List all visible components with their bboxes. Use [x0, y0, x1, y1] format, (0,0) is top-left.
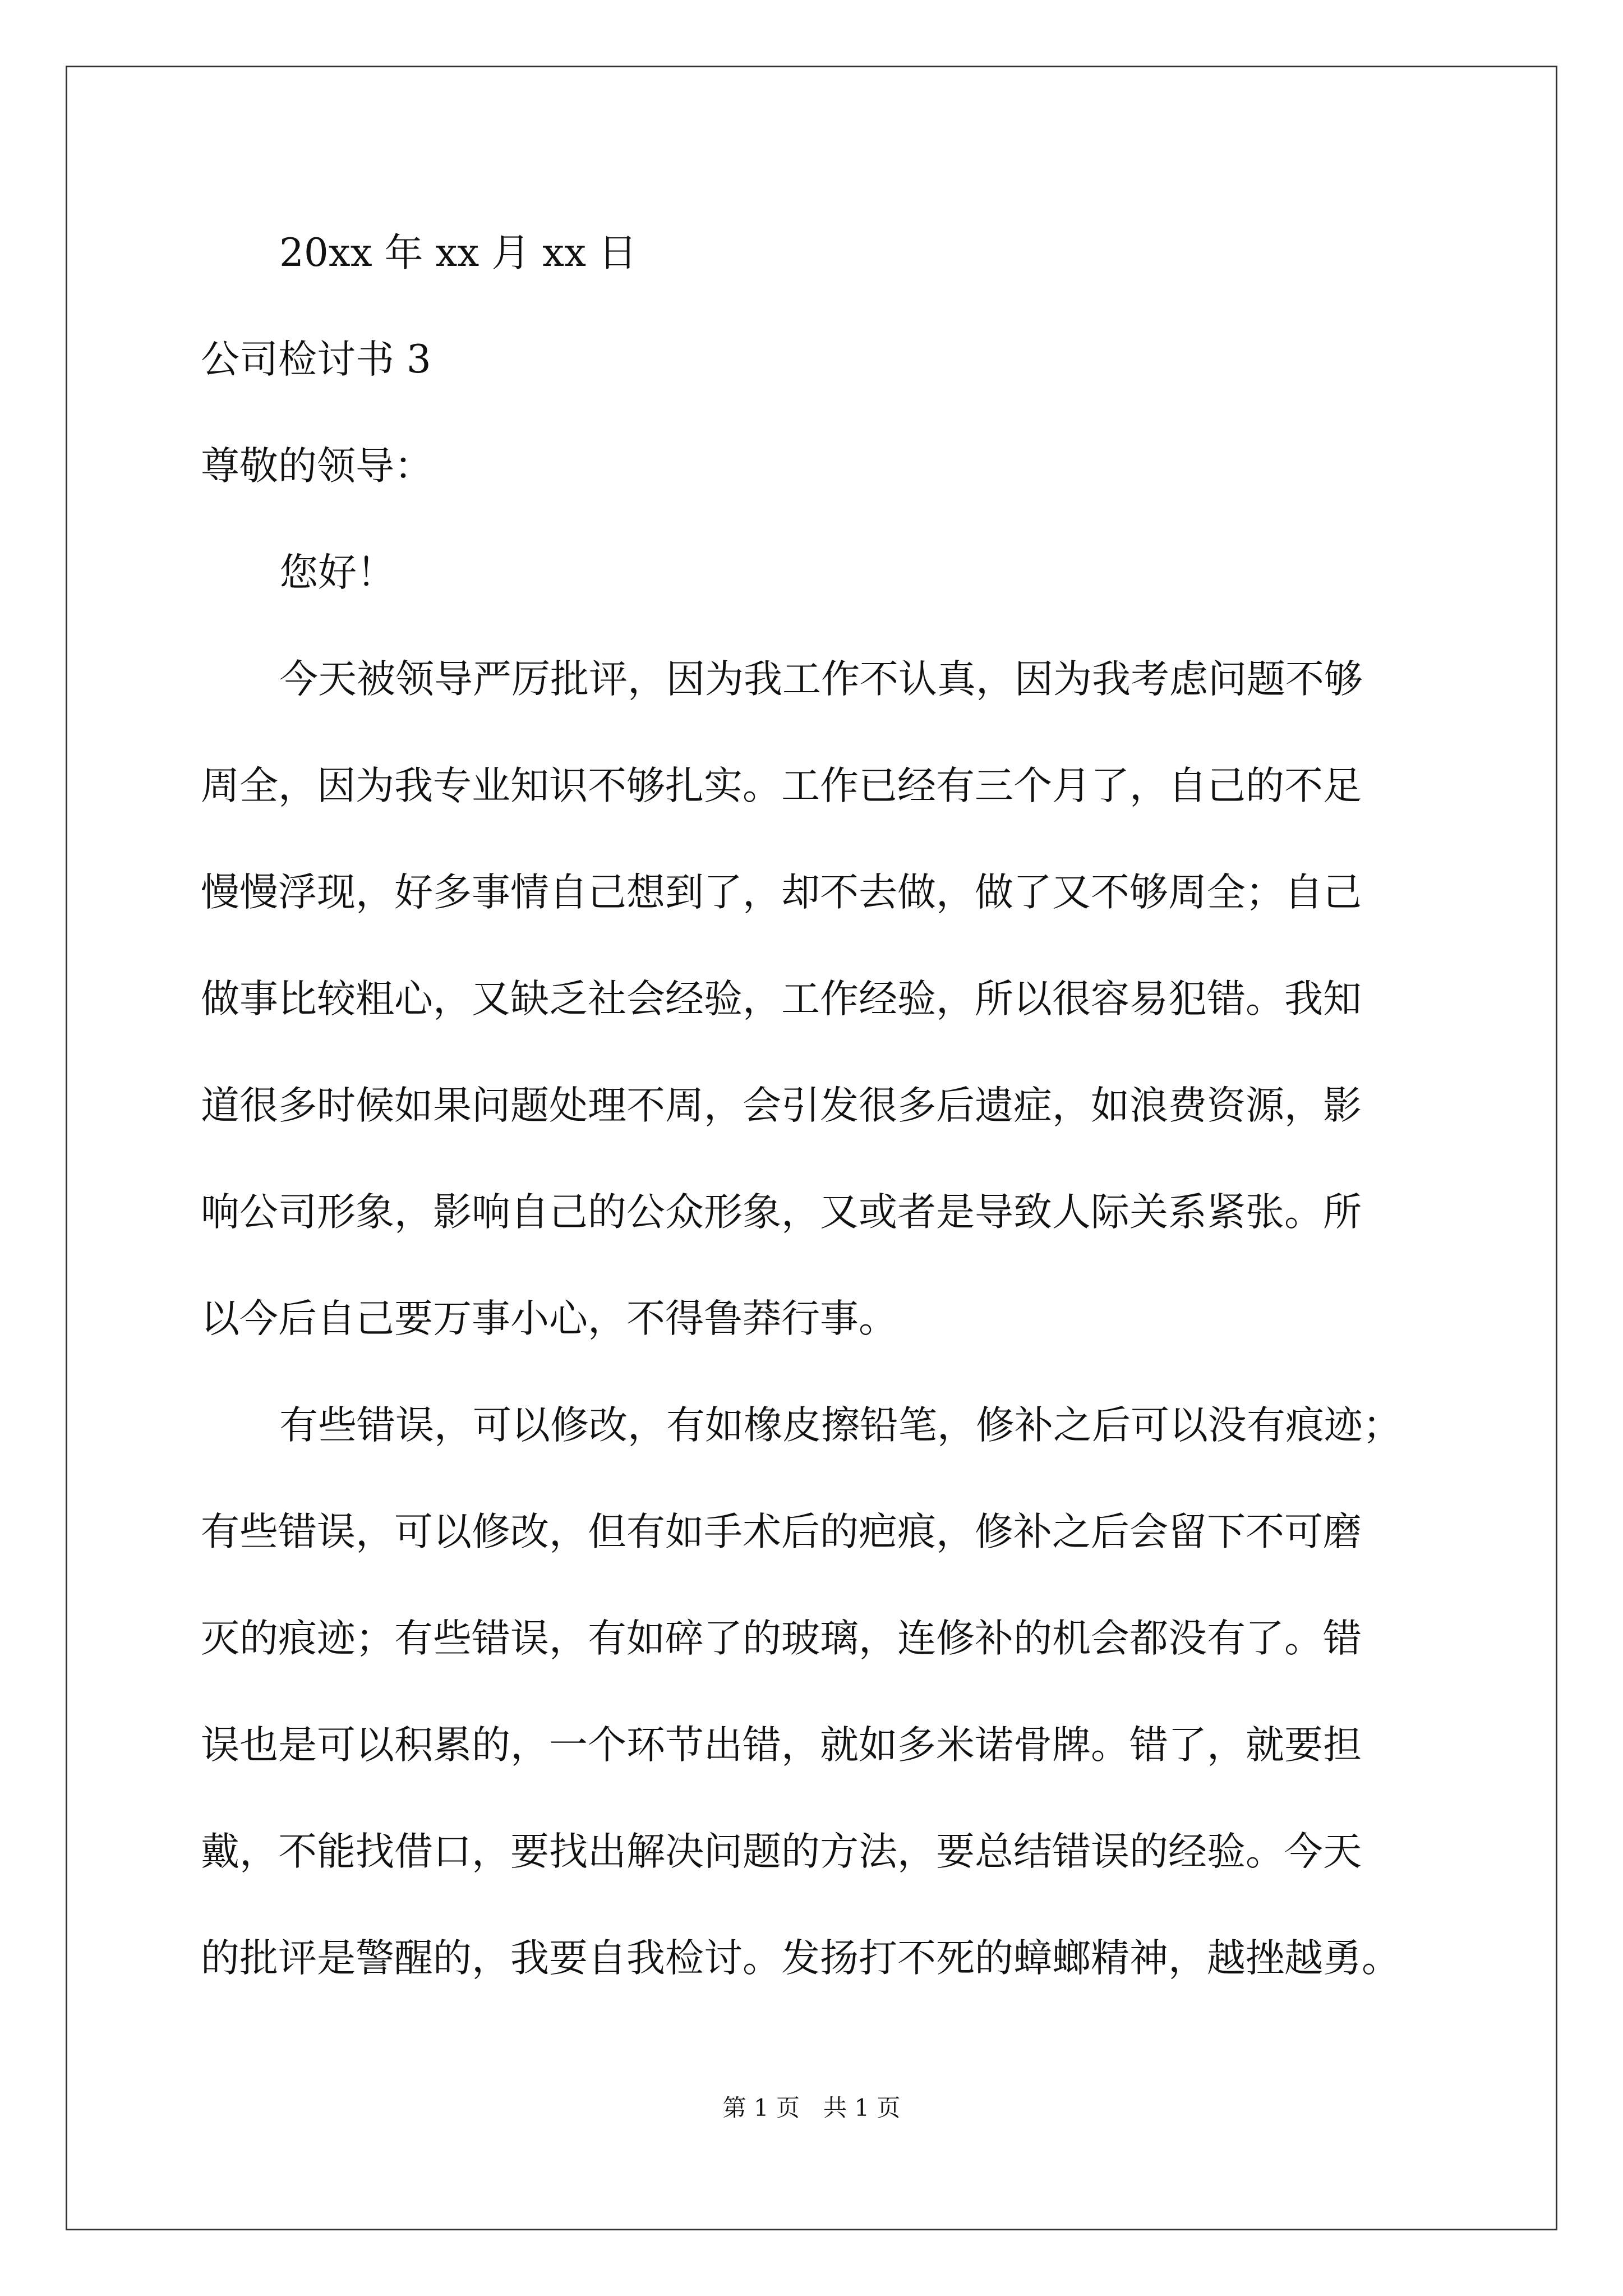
document-title: 公司检讨书 3	[201, 337, 431, 382]
paragraph-2-line-6: 的批评是警醒的，我要自我检讨。发扬打不死的蟑螂精神，越挫越勇。	[201, 1936, 1400, 1981]
document-body	[201, 222, 1435, 2033]
paragraph-1-line-6: 响公司形象，影响自己的公众形象，又或者是导致人际关系紧张。所	[201, 1190, 1362, 1235]
greeting: 您好！	[279, 550, 395, 595]
paragraph-1-line-7: 以今后自己要万事小心，不得鲁莽行事。	[201, 1296, 897, 1341]
paragraph-2-line-4: 误也是可以积累的，一个环节出错，就如多米诺骨牌。错了，就要担	[201, 1723, 1362, 1768]
paragraph-2-line-5: 戴，不能找借口，要找出解决问题的方法，要总结错误的经验。今天	[201, 1829, 1362, 1874]
paragraph-2-line-1: 有些错误，可以修改，有如橡皮擦铅笔，修补之后可以没有痕迹；	[279, 1403, 1401, 1448]
salutation: 尊敬的领导：	[201, 444, 433, 489]
paragraph-2-line-3: 灭的痕迹；有些错误，有如碎了的玻璃，连修补的机会都没有了。错	[201, 1616, 1362, 1661]
paragraph-1-line-4: 做事比较粗心，又缺乏社会经验，工作经验，所以很容易犯错。我知	[201, 977, 1362, 1022]
page-footer: 第 1 页 共 1 页	[722, 2094, 901, 2122]
paragraph-1-line-1: 今天被领导严厉批评，因为我工作不认真，因为我考虑问题不够	[279, 657, 1363, 702]
date-line: 20xx 年 xx 月 xx 日	[279, 231, 637, 275]
paragraph-1-line-2: 周全，因为我专业知识不够扎实。工作已经有三个月了，自己的不足	[201, 763, 1362, 808]
paragraph-1-line-5: 道很多时候如果问题处理不周，会引发很多后遗症，如浪费资源，影	[201, 1083, 1362, 1128]
paragraph-2-line-2: 有些错误，可以修改，但有如手术后的疤痕，修补之后会留下不可磨	[201, 1510, 1362, 1554]
paragraph-1-line-3: 慢慢浮现，好多事情自己想到了，却不去做，做了又不够周全；自己	[201, 870, 1362, 915]
